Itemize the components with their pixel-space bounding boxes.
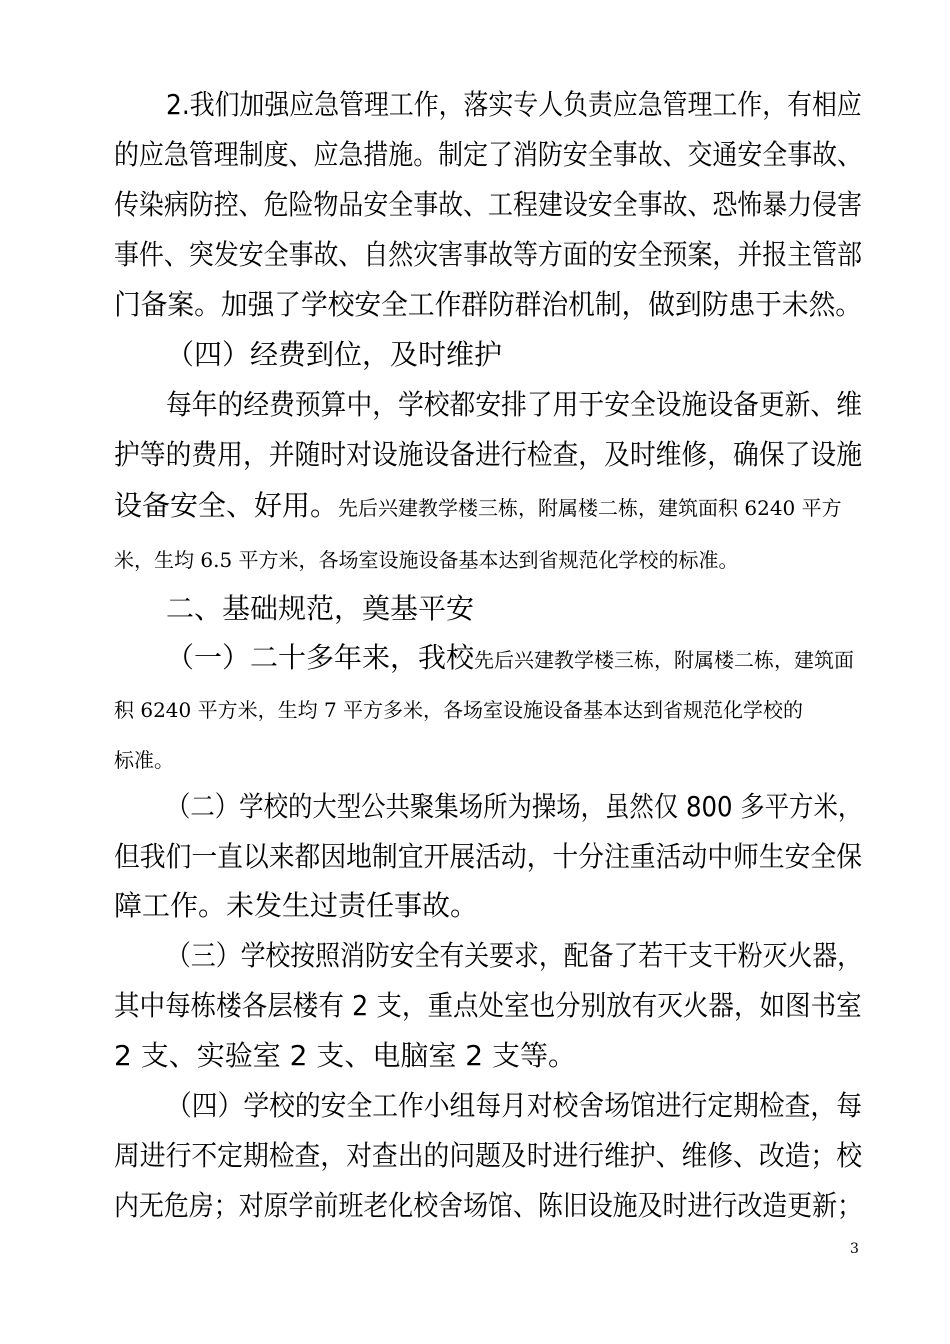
line-text: 设备安全、好用。 <box>114 489 339 522</box>
section-heading: 二、基础规范，奠基平安 <box>166 592 475 625</box>
paragraph-line: 的应急管理制度、应急措施。制定了消防安全事故、交通安全事故、 <box>114 138 863 171</box>
paragraph-line: 内无危房；对原学前班老化校舍场馆、陈旧设施及时进行改造更新； <box>114 1189 863 1222</box>
paragraph-line: （四）学校的安全工作小组每月对校舍场馆进行定期检查，每 <box>166 1089 862 1122</box>
paragraph-line: 标准。 <box>114 748 174 772</box>
paragraph-line: 周进行不定期检查，对查出的问题及时进行维护、维修、改造；校 <box>114 1139 863 1172</box>
paragraph-line <box>166 641 854 675</box>
paragraph-line: 传染病防控、危险物品安全事故、工程建设安全事故、恐怖暴力侵害 <box>114 188 863 221</box>
paragraph-line: 2.我们加强应急管理工作，落实专人负责应急管理工作，有相应 <box>166 88 862 121</box>
paragraph-line: 事件、突发安全事故、自然灾害事故等方面的安全预案，并报主管部 <box>114 238 863 271</box>
paragraph-line: 其中每栋楼各层楼有 2 支，重点处室也分别放有灭火器，如图书室 <box>114 989 862 1022</box>
paragraph-line: 门备案。加强了学校安全工作群防群治机制，做到防患于未然。 <box>114 288 863 321</box>
paragraph-line: 每年的经费预算中，学校都安排了用于安全设施设备更新、维 <box>166 388 862 421</box>
paragraph-line: 积 6240 平方米，生均 7 平方多米，各场室设施设备基本达到省规范化学校的 <box>114 698 804 722</box>
paragraph-line <box>114 489 842 523</box>
paragraph-line: 但我们一直以来都因地制宜开展活动，十分注重活动中师生安全保 <box>114 840 863 873</box>
paragraph-line: （三）学校按照消防安全有关要求，配备了若干支干粉灭火器， <box>166 939 863 972</box>
page-number: 3 <box>850 1241 859 1257</box>
paragraph-line: 米，生均 6.5 平方米，各场室设施设备基本达到省规范化学校的标准。 <box>114 548 739 572</box>
line-text: （一）二十多年来，我校 <box>166 641 475 674</box>
paragraph-line: 障工作。未发生过责任事故。 <box>114 889 479 922</box>
section-heading: （四）经费到位，及时维护 <box>166 338 503 371</box>
paragraph-line: 2 支、实验室 2 支、电脑室 2 支等。 <box>114 1039 576 1072</box>
line-text-serif: 先后兴建教学楼三栋，附属楼二栋，建筑面积 6240 平方 <box>338 496 842 520</box>
paragraph-line: 护等的费用，并随时对设施设备进行检查，及时维修，确保了设施 <box>114 438 863 471</box>
paragraph-line: （二）学校的大型公共聚集场所为操场，虽然仅 800 多平方米， <box>166 790 863 823</box>
line-text-serif: 先后兴建教学楼三栋，附属楼二栋，建筑面 <box>474 648 855 672</box>
